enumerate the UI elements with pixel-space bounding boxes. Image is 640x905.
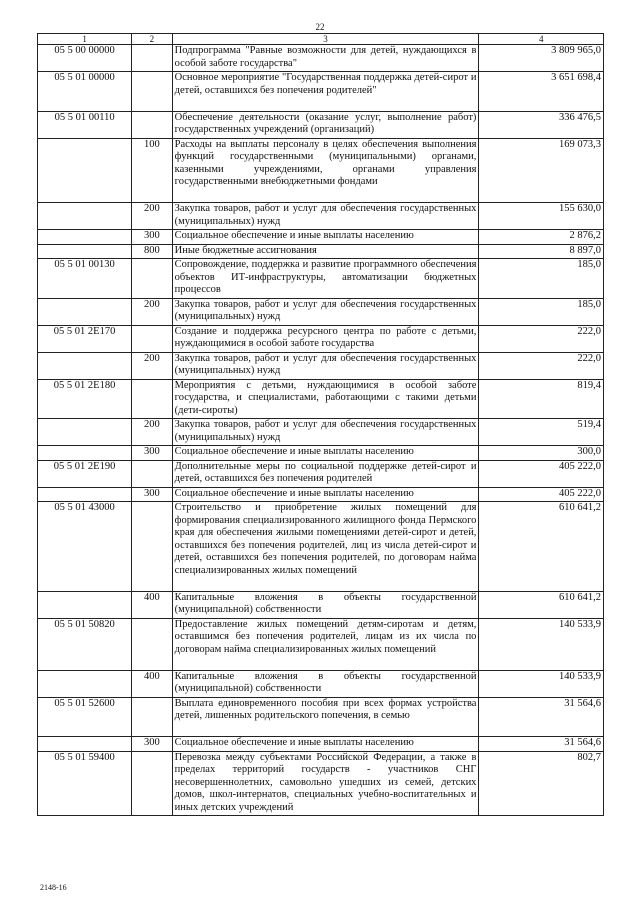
table-row: [38, 751, 604, 816]
expense-description: Социальное обеспечение и иные выплаты населению: [172, 446, 479, 461]
amount-value: 31 564,6: [479, 697, 604, 737]
table-row: [38, 230, 604, 245]
target-article-code: 05 5 01 00000: [38, 72, 132, 112]
amount-value: 336 476,5: [479, 111, 604, 138]
expense-description: Закупка товаров, работ и услуг для обеспечения государственных (муниципальных) нужд: [172, 298, 479, 325]
expense-description: Основное мероприятие "Государственная поддержка детей-сирот и детей, оставшихся без попечения родителей": [172, 72, 479, 112]
expense-description: Предоставление жилых помещений детям-сиротам и детям, оставшимся без попечения родителей, лицам из их числа по договорам найма специализированных жилых помещений: [172, 618, 479, 670]
table-row: [38, 446, 604, 461]
expense-type-code: 400: [132, 670, 173, 697]
table-body: [38, 45, 604, 816]
table-row: [38, 460, 604, 487]
target-article-code: 05 5 01 2E180: [38, 379, 132, 419]
expense-type-code: 200: [132, 298, 173, 325]
target-article-code: 05 5 01 2E190: [38, 460, 132, 487]
amount-value: 819,4: [479, 379, 604, 419]
expense-type-code: [132, 111, 173, 138]
table-row: [38, 670, 604, 697]
expense-description: Сопровождение, поддержка и развитие программного обеспечения объектов ИТ-инфраструктуры, автоматизации бюджетных процессов: [172, 259, 479, 299]
target-article-code: 05 5 01 00110: [38, 111, 132, 138]
table-row: [38, 487, 604, 502]
expense-description: Закупка товаров, работ и услуг для обеспечения государственных (муниципальных) нужд: [172, 352, 479, 379]
expense-type-code: [132, 379, 173, 419]
expense-type-code: [132, 460, 173, 487]
expense-description: Перевозка между субъектами Российской Федерации, а также в пределах территорий государств - участников СНГ несовершеннолетних, самовольно ушедших из семей, детских домов, школ-интернатов, специальных учебно-воспитательных и иных детских учреждений: [172, 751, 479, 816]
expense-type-code: [132, 45, 173, 72]
amount-value: 405 222,0: [479, 487, 604, 502]
target-article-code: 05 5 01 00130: [38, 259, 132, 299]
table-row: [38, 298, 604, 325]
expense-type-code: 300: [132, 487, 173, 502]
target-article-code: [38, 352, 132, 379]
target-article-code: 05 5 01 59400: [38, 751, 132, 816]
amount-value: 300,0: [479, 446, 604, 461]
amount-value: 185,0: [479, 259, 604, 299]
expense-description: Капитальные вложения в объекты государственной (муниципальной) собственности: [172, 591, 479, 618]
amount-value: 802,7: [479, 751, 604, 816]
expense-description: Строительство и приобретение жилых помещений для формирования специализированного жилищного фонда Пермского края для обеспечения жилыми помещениями детей-сирот и детей, оставшихся без попечения родителей, лиц из числа детей-сирот и детей, оставшихся без попечения родителей, по договорам найма специализированных жилых помещений: [172, 502, 479, 592]
expense-description: Социальное обеспечение и иные выплаты населению: [172, 230, 479, 245]
target-article-code: 05 5 01 43000: [38, 502, 132, 592]
expense-type-code: 800: [132, 244, 173, 259]
target-article-code: [38, 298, 132, 325]
expense-type-code: 300: [132, 446, 173, 461]
expense-type-code: 300: [132, 230, 173, 245]
table-row: [38, 419, 604, 446]
amount-value: 140 533,9: [479, 618, 604, 670]
expense-description: Создание и поддержка ресурсного центра по работе с детьми, нуждающимися в особой заботе государства: [172, 325, 479, 352]
amount-value: 2 876,2: [479, 230, 604, 245]
expense-description: Социальное обеспечение и иные выплаты населению: [172, 737, 479, 752]
table-row: [38, 591, 604, 618]
amount-value: 405 222,0: [479, 460, 604, 487]
amount-value: 222,0: [479, 352, 604, 379]
table-row: [38, 72, 604, 112]
expense-type-code: [132, 502, 173, 592]
table-row: [38, 111, 604, 138]
table-row: [38, 618, 604, 670]
amount-value: 519,4: [479, 419, 604, 446]
expense-description: Выплата единовременного пособия при всех формах устройства детей, лишенных родительского попечения, в семью: [172, 697, 479, 737]
table-row: [38, 244, 604, 259]
expense-description: Иные бюджетные ассигнования: [172, 244, 479, 259]
expense-description: Подпрограмма "Равные возможности для детей, нуждающихся в особой заботе государства": [172, 45, 479, 72]
expense-description: Закупка товаров, работ и услуг для обеспечения государственных (муниципальных) нужд: [172, 203, 479, 230]
table-row: [38, 737, 604, 752]
table-row: [38, 697, 604, 737]
budget-table: [37, 33, 604, 816]
target-article-code: [38, 138, 132, 203]
expense-type-code: 200: [132, 352, 173, 379]
amount-value: 8 897,0: [479, 244, 604, 259]
expense-description: Обеспечение деятельности (оказание услуг, выполнение работ) государственных учреждений (организаций): [172, 111, 479, 138]
expense-description: Расходы на выплаты персоналу в целях обеспечения выполнения функций государственными (муниципальными) органами, казенными учреждениями, органами управления государственными внебюджетными фондами: [172, 138, 479, 203]
target-article-code: 05 5 01 50820: [38, 618, 132, 670]
amount-value: 3 651 698,4: [479, 72, 604, 112]
expense-description: Мероприятия с детьми, нуждающимися в особой заботе государства, и специалистами, работающими с такими детьми (дети-сироты): [172, 379, 479, 419]
expense-type-code: 400: [132, 591, 173, 618]
target-article-code: [38, 487, 132, 502]
table-row: [38, 138, 604, 203]
expense-type-code: 300: [132, 737, 173, 752]
expense-type-code: [132, 72, 173, 112]
target-article-code: [38, 230, 132, 245]
table-row: [38, 203, 604, 230]
target-article-code: 05 5 00 00000: [38, 45, 132, 72]
expense-type-code: 100: [132, 138, 173, 203]
page-number: 22: [315, 22, 325, 32]
column-header-row: [38, 34, 604, 45]
expense-type-code: [132, 751, 173, 816]
amount-value: 185,0: [479, 298, 604, 325]
column-header: 3: [172, 34, 479, 45]
target-article-code: [38, 203, 132, 230]
table-row: [38, 502, 604, 592]
expense-type-code: [132, 618, 173, 670]
target-article-code: 05 5 01 52600: [38, 697, 132, 737]
expense-type-code: [132, 259, 173, 299]
table-row: [38, 379, 604, 419]
expense-type-code: [132, 325, 173, 352]
column-header: 4: [479, 34, 604, 45]
target-article-code: [38, 670, 132, 697]
amount-value: 610 641,2: [479, 502, 604, 592]
table-row: [38, 45, 604, 72]
expense-description: Дополнительные меры по социальной поддержке детей-сирот и детей, оставшихся без попечения родителей: [172, 460, 479, 487]
expense-description: Закупка товаров, работ и услуг для обеспечения государственных (муниципальных) нужд: [172, 419, 479, 446]
target-article-code: [38, 419, 132, 446]
amount-value: 31 564,6: [479, 737, 604, 752]
table-row: [38, 325, 604, 352]
amount-value: 155 630,0: [479, 203, 604, 230]
target-article-code: [38, 244, 132, 259]
table-row: [38, 352, 604, 379]
expense-description: Социальное обеспечение и иные выплаты населению: [172, 487, 479, 502]
expense-type-code: [132, 697, 173, 737]
target-article-code: 05 5 01 2E170: [38, 325, 132, 352]
expense-description: Капитальные вложения в объекты государственной (муниципальной) собственности: [172, 670, 479, 697]
expense-type-code: 200: [132, 419, 173, 446]
expense-type-code: 200: [132, 203, 173, 230]
target-article-code: [38, 446, 132, 461]
target-article-code: [38, 737, 132, 752]
amount-value: 222,0: [479, 325, 604, 352]
column-header: 2: [132, 34, 173, 45]
target-article-code: [38, 591, 132, 618]
amount-value: 3 809 965,0: [479, 45, 604, 72]
document-footer-code: 2148-16: [40, 883, 67, 892]
amount-value: 169 073,3: [479, 138, 604, 203]
table-row: [38, 259, 604, 299]
amount-value: 610 641,2: [479, 591, 604, 618]
column-header: 1: [38, 34, 132, 45]
amount-value: 140 533,9: [479, 670, 604, 697]
